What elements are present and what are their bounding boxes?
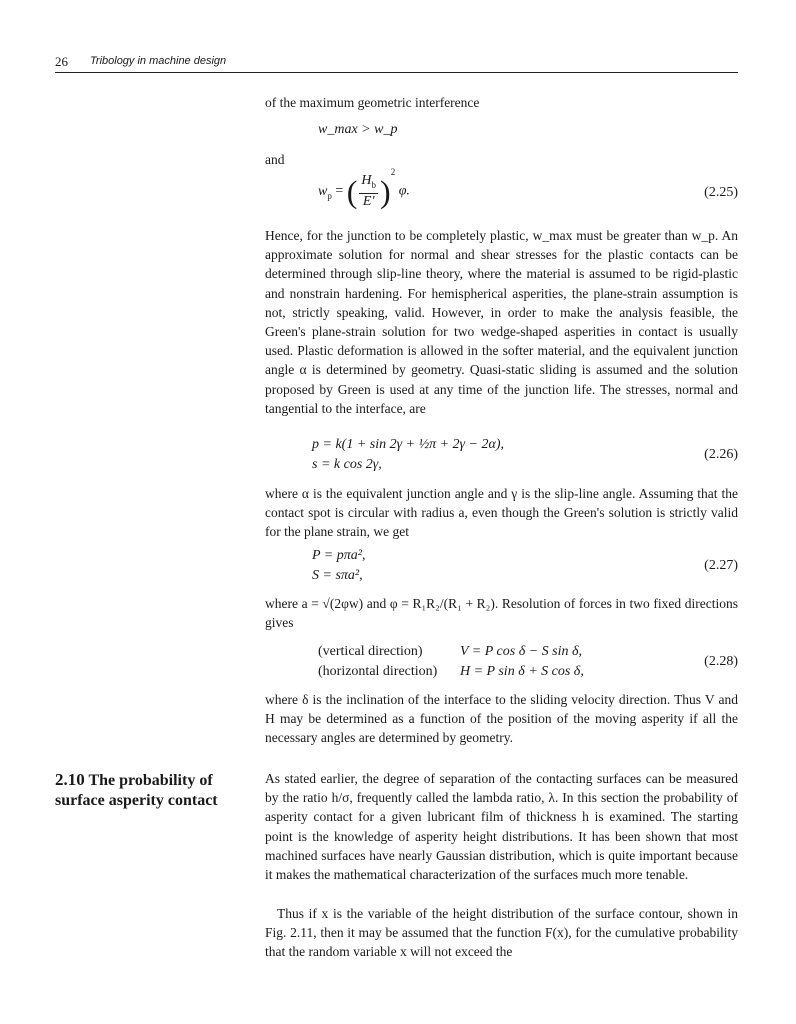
equation-2-27-line1: P = pπa², <box>312 548 366 563</box>
section-number: 2.10 <box>55 770 85 789</box>
running-header <box>55 52 738 73</box>
equation-number-2-25: (2.25) <box>704 185 738 200</box>
section-heading <box>55 770 255 811</box>
and-text: and <box>265 152 285 167</box>
section-paragraph-2: Thus if x is the variable of the height distribution of the surface contour, shown in Fig. 2.11, then it may be assumed that the function F(x), for the cumulative probability that the random variable x will not exceed the <box>265 906 738 960</box>
section-paragraph-1: As stated earlier, the degree of separation of the contacting surfaces can be measured by the ratio h/σ, frequently called the lambda ratio, λ. In this section the probability of asperity contact for a given lubricant film of thickness h is examined. The starting point is the knowledge of asperity height distributions. It has been shown that most machined surfaces have nearly Gaussian distribution, which is quite important because it makes the mathematical characterization of the surfaces much more tenable. <box>265 771 738 883</box>
intro-text: of the maximum geometric interference <box>265 95 480 110</box>
equation-2-26-line2: s = k cos 2γ, <box>312 457 382 472</box>
equation-number-2-26: (2.26) <box>704 447 738 462</box>
section-title-line2: surface asperity contact <box>55 792 218 809</box>
page-number: 26 <box>55 54 68 69</box>
equation-2-25: $w_p$ = ( $\frac{H_b}{E'}$ )$^2$ φ. <box>318 166 410 210</box>
equation-number-2-28: (2.28) <box>704 654 738 669</box>
paragraph-where-delta: where δ is the inclination of the interface to the sliding velocity direction. Thus V and H may be determined as a function of the position of the moving asperity if all the necessary angles are determined by geometry. <box>265 692 738 746</box>
paragraph-where-a: where a = √(2φw) and φ = R₁R₂/(R₁ + R₂). Resolution of forces in two fixed directions gives <box>265 596 738 631</box>
paragraph-hence: Hence, for the junction to be completely plastic, w_max must be greater than w_p. An approximate solution for normal and shear stresses for the plastic contacts can be determined through slip-line theory, where the material is assumed to be rigid-plastic and nonstrain hardening. For hemispherical asperities, the plane-strain assumption is not, strictly speaking, valid. However, in order to make the analysis feasible, the Green's plane-strain solution for two wedge-shaped asperities in contact is usually used. Plastic deformation is allowed in the softer material, and the equivalent junction angle α is determined by geometry. Quasi-static sliding is assumed and the solution proposed by Green is used at any time of the junction life. The stresses, normal and tangential to the interface, are <box>265 228 738 416</box>
equation-2-28-line1: (vertical direction) V = P cos δ − S sin δ, <box>318 644 583 659</box>
paragraph-where-alpha: where α is the equivalent junction angle and γ is the slip-line angle. Assuming that the contact spot is circular with radius a, even though the Green's solution is strictly valid for the plane strain, we get <box>265 486 738 540</box>
equation-number-2-27: (2.27) <box>704 558 738 573</box>
running-title: Tribology in machine design <box>90 55 227 67</box>
inequality-wmax-wp: w_max > w_p <box>318 122 398 137</box>
section-title-line1: The probability of <box>88 772 213 789</box>
equation-2-28-line2: (horizontal direction) H = P sin δ + S cos δ, <box>318 664 584 679</box>
equation-2-26-line1: p = k(1 + sin 2γ + ½π + 2γ − 2α), <box>312 437 505 452</box>
equation-2-27-line2: S = sπa², <box>312 568 363 583</box>
